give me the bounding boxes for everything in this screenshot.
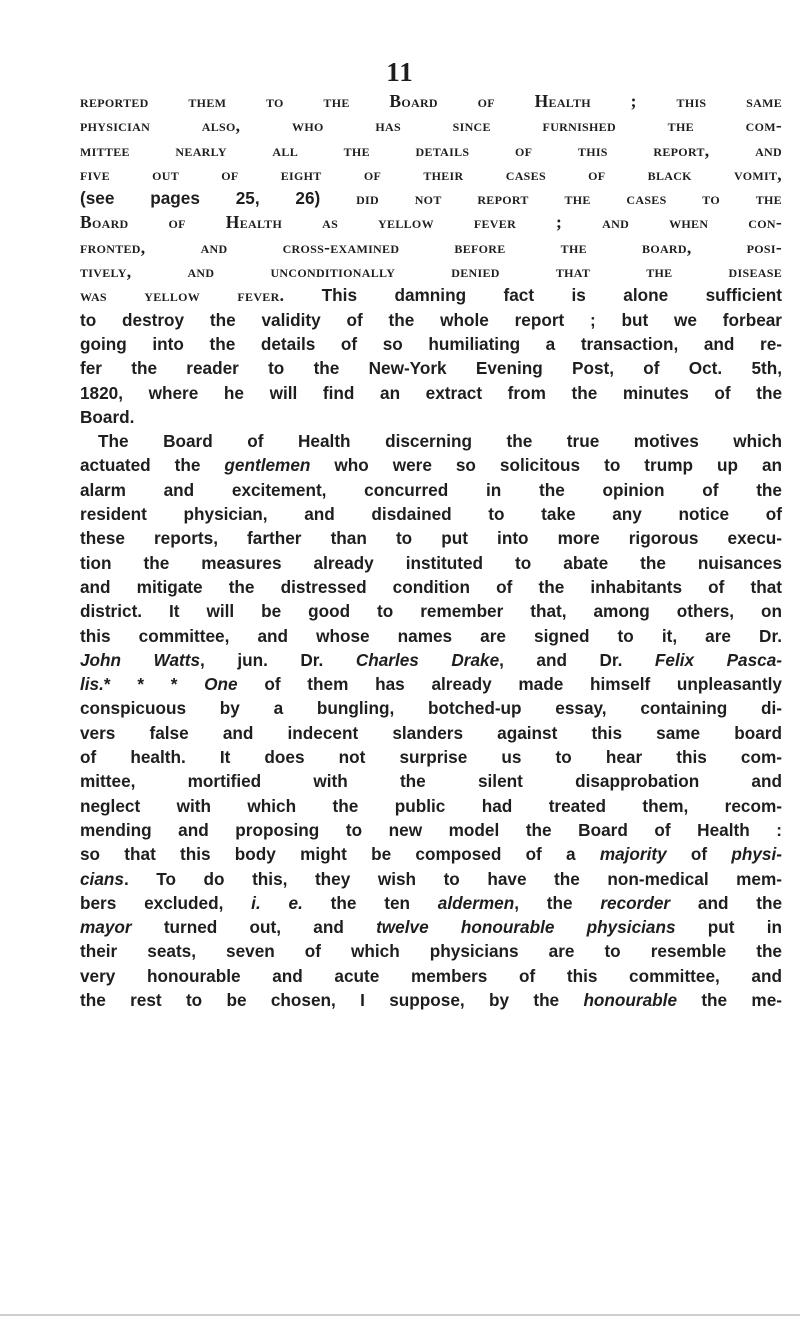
text-line: [80, 429, 782, 453]
text-segment: tion the measures already instituted to abate the nuisances: [80, 552, 782, 573]
text-line: [80, 891, 782, 915]
text-line: [80, 599, 782, 623]
text-line: [80, 526, 782, 550]
text-line: [80, 721, 782, 745]
page-edge-line: [0, 1314, 800, 1316]
text-line: [80, 162, 782, 186]
text-segment: their seats, seven of which physicians are to resemble the: [80, 941, 782, 962]
text-segment: very honourable and acute members of this committee, and: [80, 965, 782, 986]
text-line: [80, 259, 782, 283]
text-line: [80, 356, 782, 380]
text-segment: was yellow fever.: [80, 285, 285, 306]
text-segment: honourable: [583, 989, 678, 1010]
text-segment: . To do this, they wish to have the non-medical mem-: [123, 868, 782, 889]
text-segment: to destroy the validity of the whole report ; but we forbear: [80, 309, 782, 330]
text-line: [80, 210, 782, 234]
text-line: [80, 138, 782, 162]
text-line: [80, 478, 782, 502]
text-segment: Charles Drake: [355, 649, 500, 670]
text-line: [80, 381, 782, 405]
text-segment: mayor: [80, 917, 132, 938]
text-line: [80, 332, 782, 356]
text-segment: mittee, mortified with the silent disapprobation and: [80, 771, 782, 792]
text-segment: actuated the: [80, 455, 225, 476]
text-line: [80, 842, 782, 866]
text-segment: Felix Pasca-: [654, 649, 783, 670]
text-line: [80, 186, 782, 210]
text-segment: (see pages 25, 26): [80, 188, 357, 209]
text-segment: neglect with which the public had treated them, recom-: [80, 795, 782, 816]
text-line: [80, 283, 782, 307]
text-line: [80, 696, 782, 720]
text-line: [80, 89, 782, 113]
text-line: [80, 551, 782, 575]
text-segment: the rest to be chosen, I suppose, by the: [80, 989, 584, 1010]
text-line: [80, 308, 782, 332]
text-segment: five out of eight of their cases of black vomit,: [80, 163, 782, 184]
page-number: 11: [386, 57, 414, 87]
text-line: [80, 745, 782, 769]
text-segment: this committee, and whose names are signed to it, are Dr.: [80, 625, 782, 646]
text-line: [80, 794, 782, 818]
text-segment: , the: [514, 892, 601, 913]
text-segment: and the: [670, 892, 783, 913]
text-line: [80, 405, 782, 429]
text-line: [80, 769, 782, 793]
text-segment: * * *: [103, 674, 205, 695]
text-segment: fronted, and cross-examined before the board, posi-: [80, 236, 782, 257]
text-segment: 1820, where he will find an extract from the minutes of the: [80, 382, 782, 403]
text-segment: turned out, and: [131, 917, 377, 938]
text-line: [80, 988, 782, 1012]
text-line: [80, 624, 782, 648]
text-segment: the me-: [677, 989, 782, 1010]
text-segment: alarm and excitement, concurred in the opinion of the: [80, 479, 782, 500]
text-segment: i. e.: [251, 892, 303, 913]
text-line: [80, 648, 782, 672]
text-segment: vers false and indecent slanders against this same board: [80, 722, 782, 743]
text-segment: gentlemen: [224, 455, 311, 476]
text-segment: mending and proposing to new model the Board of Health :: [80, 819, 782, 840]
text-segment: John Watts: [80, 649, 201, 670]
text-segment: going into the details of so humiliating a transaction, and re-: [80, 333, 782, 354]
text-segment: recorder: [600, 892, 671, 913]
text-segment: One: [204, 674, 238, 695]
text-segment: these reports, farther than to put into more rigorous execu-: [80, 528, 782, 549]
text-segment: did not report the cases to the: [356, 188, 782, 209]
text-segment: cians: [80, 868, 124, 889]
body-text: [80, 89, 782, 1012]
text-line: [80, 453, 782, 477]
text-segment: This damning fact is alone sufficient: [284, 285, 783, 306]
text-line: [80, 939, 782, 963]
text-segment: and mitigate the distressed condition of the inhabitants of that: [80, 576, 782, 597]
text-segment: majority: [599, 844, 667, 865]
text-segment: lis.: [80, 674, 104, 695]
text-segment: , and Dr.: [499, 649, 655, 670]
text-segment: aldermen: [437, 892, 515, 913]
text-segment: conspicuous by a bungling, botched-up essay, containing di-: [80, 698, 782, 719]
text-line: [80, 235, 782, 259]
text-line: [80, 502, 782, 526]
text-segment: of: [666, 844, 732, 865]
text-line: [80, 113, 782, 137]
text-segment: Board of Health as yellow fever ; and when con-: [80, 212, 782, 233]
text-segment: , jun. Dr.: [200, 649, 356, 670]
text-segment: mittee nearly all the details of this report, and: [80, 139, 782, 160]
text-line: [80, 867, 782, 891]
text-segment: bers excluded,: [80, 892, 252, 913]
text-segment: physi-: [731, 844, 782, 865]
text-segment: The Board of Health discerning the true motives which: [98, 431, 782, 452]
text-line: [80, 672, 782, 696]
text-segment: reported them to the Board of Health ; this same: [80, 91, 782, 111]
text-segment: so that this body might be composed of a: [80, 844, 600, 865]
text-line: [80, 915, 782, 939]
text-segment: who were so solicitous to trump up an: [310, 455, 782, 476]
text-segment: physician also, who has since furnished the com-: [80, 115, 782, 136]
text-segment: of health. It does not surprise us to hear this com-: [80, 747, 782, 768]
text-segment: twelve honourable physicians: [376, 917, 676, 938]
text-line: [80, 575, 782, 599]
text-segment: resident physician, and disdained to take any notice of: [80, 504, 782, 525]
text-segment: fer the reader to the New-York Evening Post, of Oct. 5th,: [80, 358, 782, 379]
text-segment: the ten: [302, 892, 438, 913]
text-segment: of them has already made himself unpleasantly: [237, 674, 782, 695]
text-segment: Board.: [80, 406, 135, 427]
text-line: [80, 818, 782, 842]
text-segment: district. It will be good to remember that, among others, on: [80, 601, 782, 622]
text-line: [80, 964, 782, 988]
text-segment: put in: [675, 917, 783, 938]
text-segment: tively, and unconditionally denied that the disease: [80, 261, 782, 282]
